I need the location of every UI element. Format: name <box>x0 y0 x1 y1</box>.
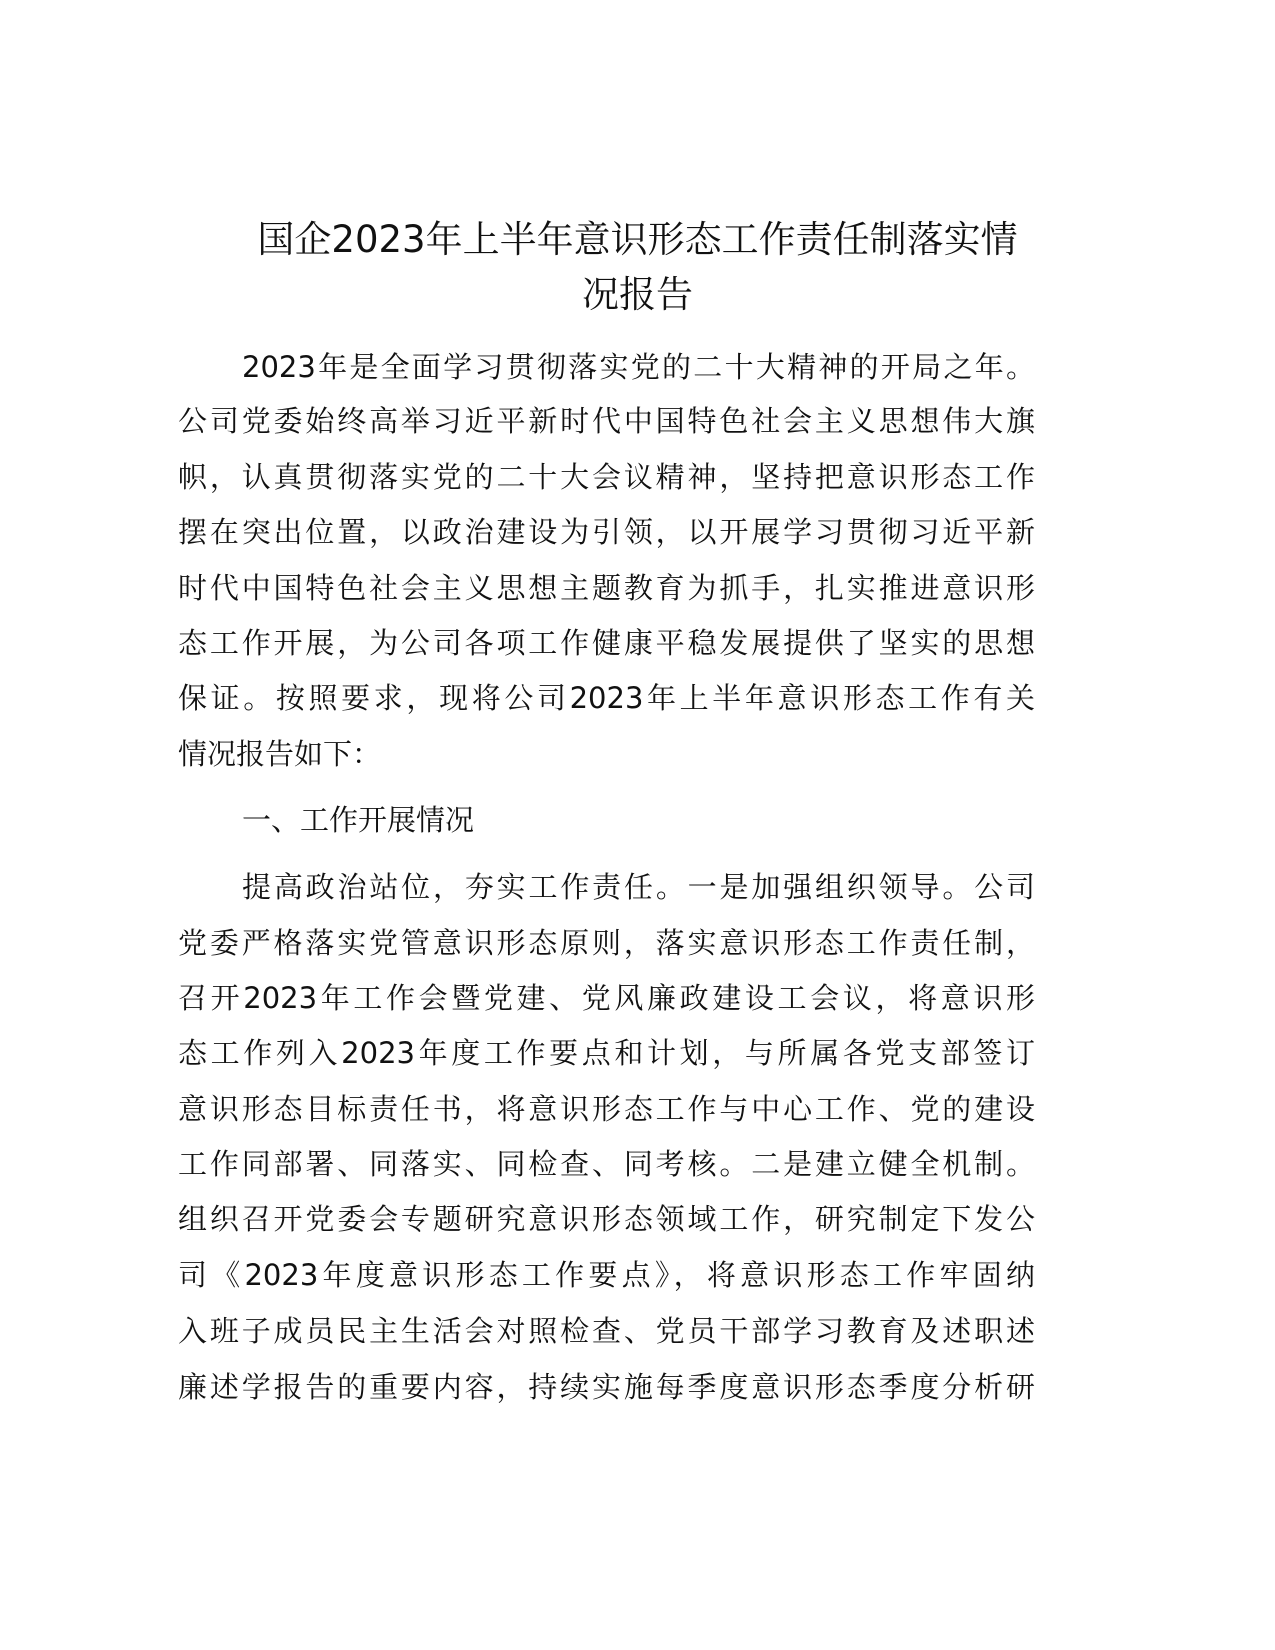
text-line: 态工作列入2023年度工作要点和计划，与所属各党支部签订 <box>178 1036 1035 1070</box>
text-line: 时代中国特色社会主义思想主题教育为抓手，扎实推进意识形 <box>178 571 1035 605</box>
text-line: 召开2023年工作会暨党建、党风廉政建设工会议，将意识形 <box>178 981 1035 1015</box>
document-title-line-1: 国企2023年上半年意识形态工作责任制落实情 <box>257 218 1018 261</box>
text-line: 廉述学报告的重要内容，持续实施每季度意识形态季度分析研 <box>178 1370 1035 1404</box>
document-title-line-2: 况报告 <box>582 273 693 316</box>
text-line: 公司党委始终高举习近平新时代中国特色社会主义思想伟大旗 <box>178 404 1035 438</box>
text-line: 帜，认真贯彻落实党的二十大会议精神，坚持把意识形态工作 <box>178 460 1035 494</box>
text-line: 司《2023年度意识形态工作要点》，将意识形态工作牢固纳 <box>178 1258 1035 1292</box>
text-line: 组织召开党委会专题研究意识形态领域工作，研究制定下发公 <box>178 1202 1035 1236</box>
text-line: 提高政治站位，夯实工作责任。一是加强组织领导。公司 <box>242 870 1035 904</box>
text-line: 态工作开展，为公司各项工作健康平稳发展提供了坚实的思想 <box>178 626 1035 660</box>
text-line: 入班子成员民主生活会对照检查、党员干部学习教育及述职述 <box>178 1314 1035 1348</box>
text-line: 摆在突出位置，以政治建设为引领，以开展学习贯彻习近平新 <box>178 515 1035 549</box>
text-line: 党委严格落实党管意识形态原则，落实意识形态工作责任制， <box>178 926 1035 960</box>
text-line: 意识形态目标责任书，将意识形态工作与中心工作、党的建设 <box>178 1092 1035 1126</box>
text-line: 工作同部署、同落实、同检查、同考核。二是建立健全机制。 <box>178 1147 1035 1181</box>
text-line: 情况报告如下： <box>178 737 382 771</box>
text-line: 保证。按照要求，现将公司2023年上半年意识形态工作有关 <box>178 681 1035 715</box>
section-heading: 一、工作开展情况 <box>242 803 475 837</box>
text-line: 2023年是全面学习贯彻落实党的二十大精神的开局之年。 <box>242 350 1035 384</box>
